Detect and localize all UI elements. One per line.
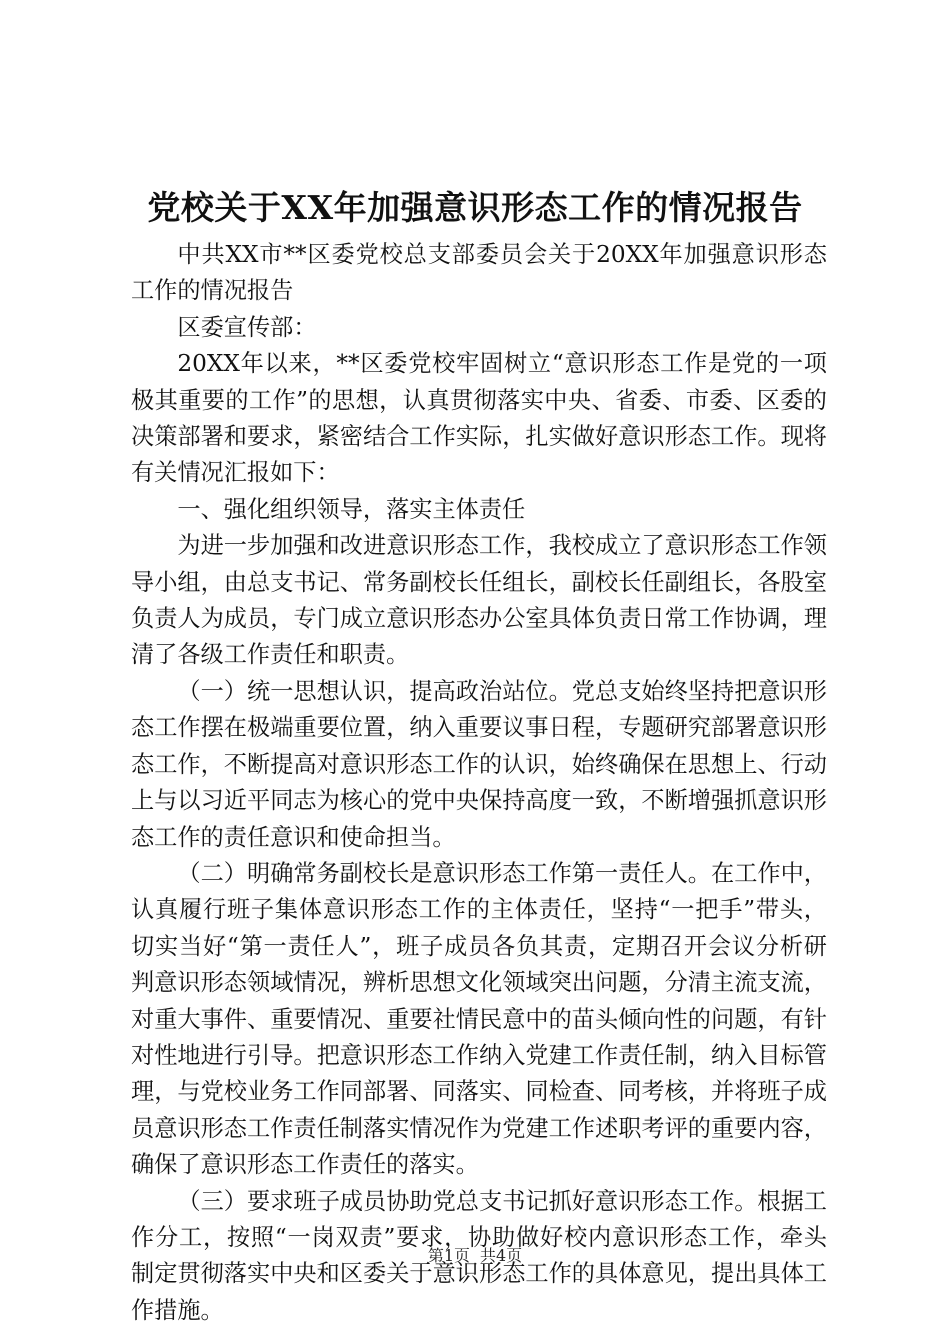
document-title: 党校关于XX年加强意识形态工作的情况报告 — [147, 188, 803, 227]
page-total: 共4页 — [480, 1246, 523, 1265]
document-body — [131, 237, 827, 1329]
item-3-paragraph: （三）要求班子成员协助党总支书记抓好意识形态工作。根据工作分工，按照“一岗双责”要求，协助做好校内意识形态工作，牵头制定贯彻落实中央和区委关于意识形态工作的具体意见，提出具体工作措施。 — [131, 1187, 827, 1324]
item-2-paragraph: （二）明确常务副校长是意识形态工作第一责任人。在工作中，认真履行班子集体意识形态工作的主体责任，坚持“一把手”带头，切实当好“第一责任人”，班子成员各负其责，定期召开会议分析研判意识形态领域情况，辨析思想文化领域突出问题，分清主流支流，对重大事件、重要情况、重要社情民意中的苗头倾向性的问题，有针对性地进行引导。把意识形态工作纳入党建工作责任制，纳入目标管理，与党校业务工作同部署、同落实、同检查、同考核，并将班子成员意识形态工作责任制落实情况作为党建工作述职考评的重要内容，确保了意识形态工作责任的落实。 — [131, 859, 827, 1179]
recipient-line: 区委宣传部： — [177, 313, 317, 341]
page-footer — [0, 1244, 950, 1268]
section-heading-1: 一、强化组织领导，落实主体责任 — [177, 495, 526, 523]
intro-paragraph: 20XX年以来，**区委党校牢固树立“意识形态工作是党的一项极其重要的工作”的思想，认真贯彻落实中央、省委、市委、区委的决策部署和要求，紧密结合工作实际，扎实做好意识形态工作。现将有关情况汇报如下： — [131, 350, 827, 487]
page-number: 第1页 — [427, 1246, 470, 1265]
item-1-paragraph: （一）统一思想认识，提高政治站位。党总支始终坚持把意识形态工作摆在极端重要位置，纳入重要议事日程，专题研究部署意识形态工作，不断提高对意识形态工作的认识，始终确保在思想上、行动上与以习近平同志为核心的党中央保持高度一致，不断增强抓意识形态工作的责任意识和使命担当。 — [131, 677, 827, 851]
report-subtitle-paragraph: 中共XX市**区委党校总支部委员会关于20XX年加强意识形态工作的情况报告 — [131, 241, 827, 305]
section-1-paragraph: 为进一步加强和改进意识形态工作，我校成立了意识形态工作领导小组，由总支书记、常务副校长任组长，副校长任副组长，各股室负责人为成员，专门成立意识形态办公室具体负责日常工作协调，理清了各级工作责任和职责。 — [131, 532, 827, 669]
